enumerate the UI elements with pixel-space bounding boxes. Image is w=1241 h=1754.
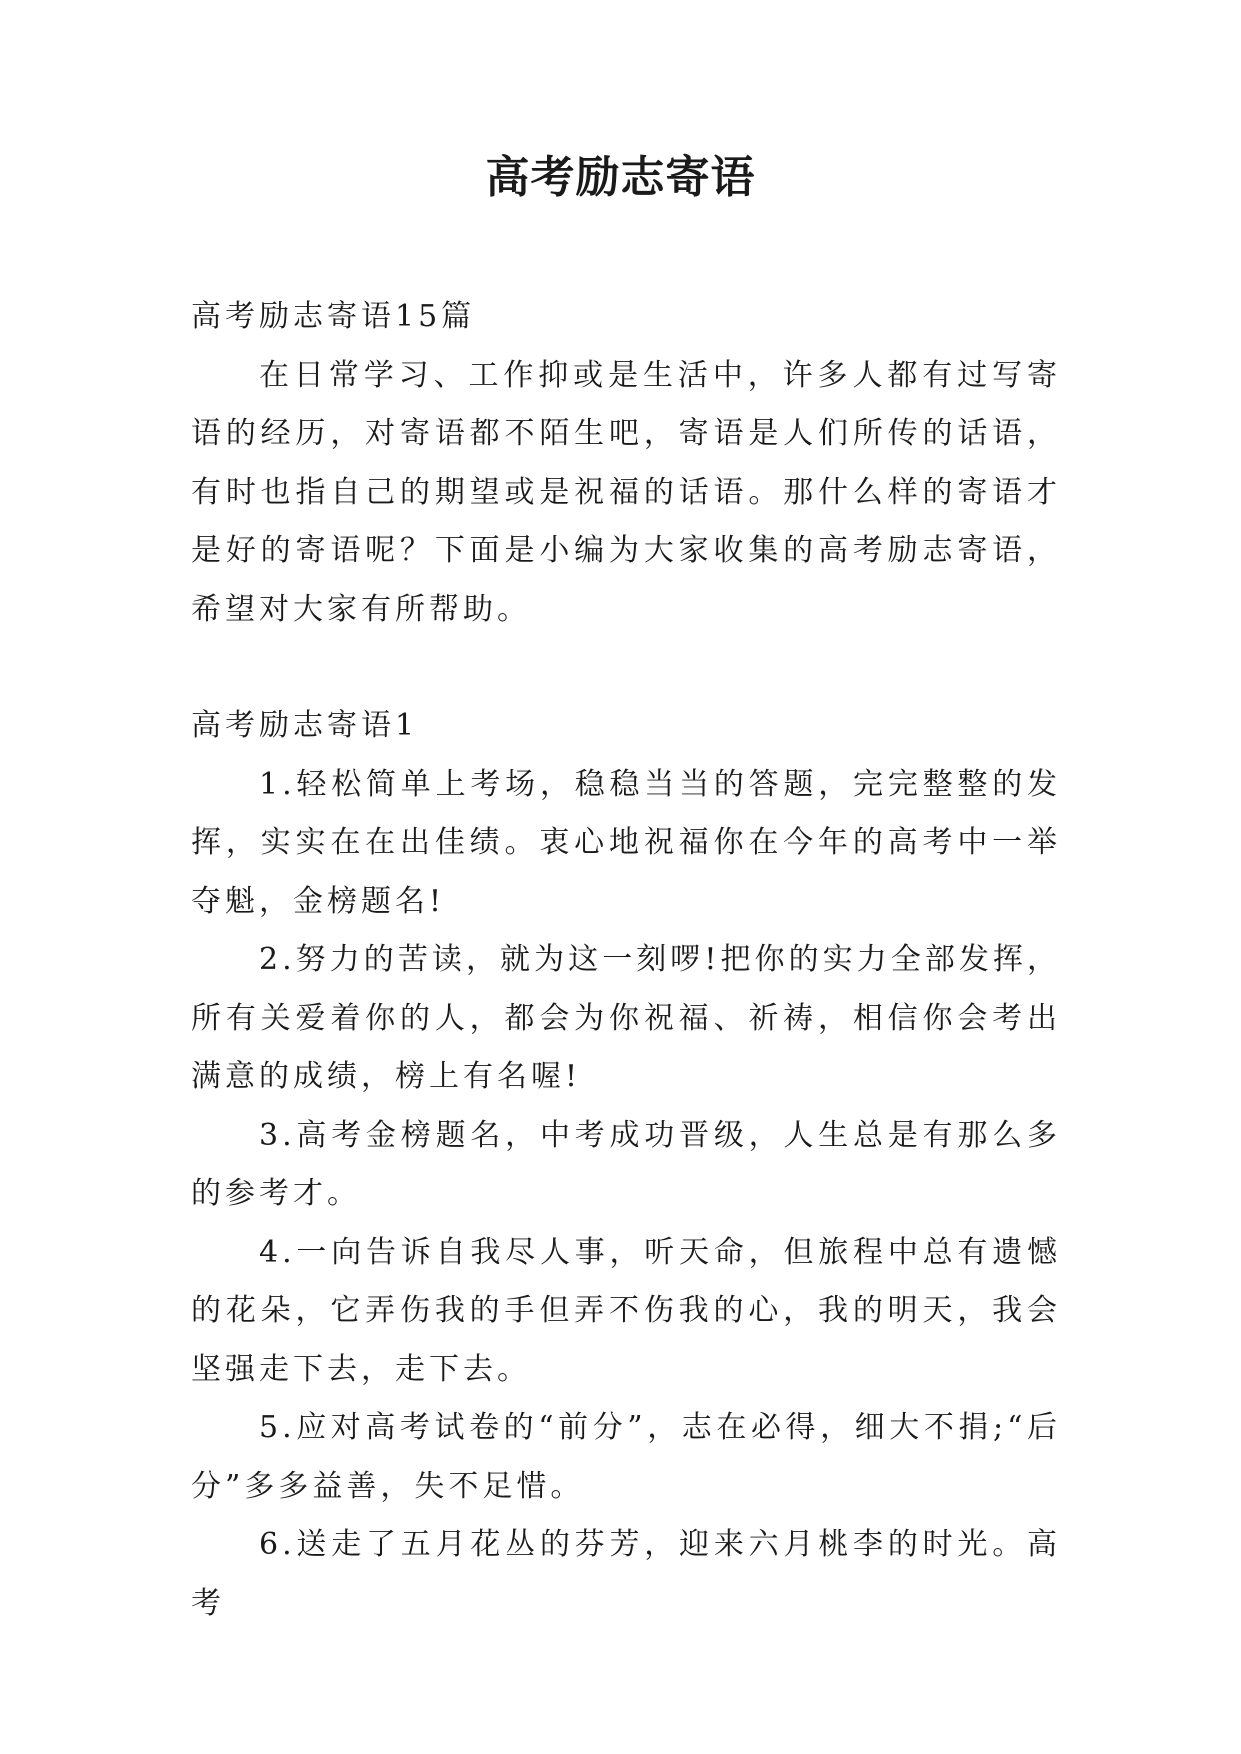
paragraph-spacer xyxy=(191,639,1061,697)
list-item: 3.高考金榜题名，中考成功晋级，人生总是有那么多的参考才。 xyxy=(191,1117,1061,1211)
section-heading: 高考励志寄语1 xyxy=(191,708,419,743)
document-title: 高考励志寄语 xyxy=(485,152,756,203)
list-item: 5.应对高考试卷的“前分”，志在必得，细大不捐;“后分”多多益善，失不足惜。 xyxy=(191,1410,1061,1504)
list-item: 4.一向告诉自我尽人事，听天命，但旅程中总有遗憾的花朵，它弄伤我的手但弄不伤我的心，我的明天，我会坚强走下去，走下去。 xyxy=(191,1234,1061,1387)
list-item: 1.轻松简单上考场，稳稳当当的答题，完完整整的发挥，实实在在出佳绩。衷心地祝福你在今年的高考中一举夺魁，金榜题名! xyxy=(191,766,1061,919)
document-subtitle: 高考励志寄语15篇 xyxy=(191,299,476,334)
intro-paragraph: 在日常学习、工作抑或是生活中，许多人都有过写寄语的经历，对寄语都不陌生吧，寄语是人们所传的话语，有时也指自己的期望或是祝福的话语。那什么样的寄语才是好的寄语呢？下面是小编为大家收集的高考励志寄语，希望对大家有所帮助。 xyxy=(191,357,1061,627)
list-item: 2.努力的苦读，就为这一刻啰!把你的实力全部发挥，所有关爱着你的人，都会为你祝福、祈祷，相信你会考出满意的成绩，榜上有名喔! xyxy=(191,942,1061,1094)
document-body xyxy=(191,288,1061,1633)
list-item: 6.送走了五月花丛的芬芳，迎来六月桃李的时光。高考 xyxy=(191,1527,1061,1621)
